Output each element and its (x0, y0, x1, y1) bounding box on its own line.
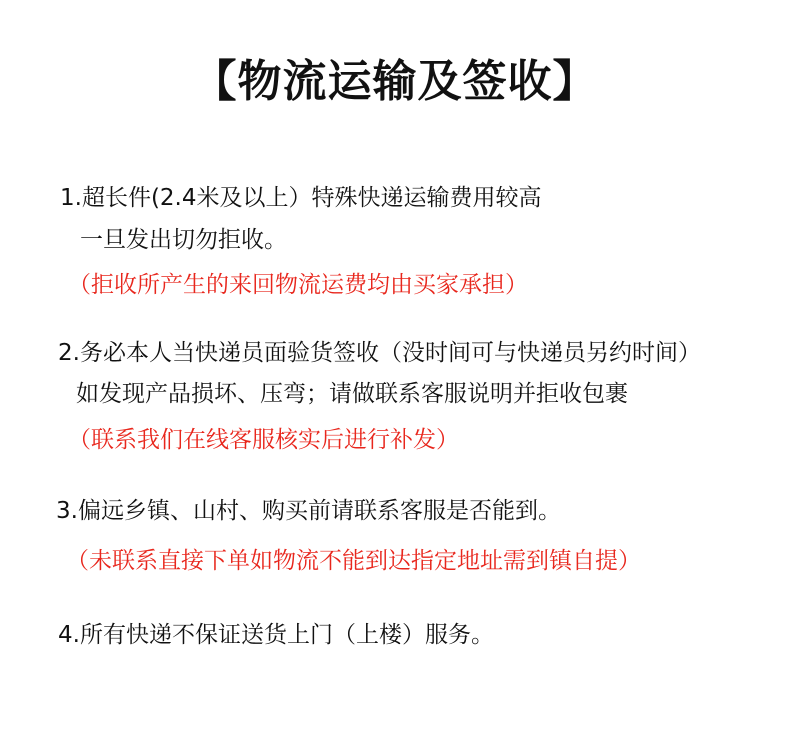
page-title: 【物流运输及签收】 (192, 56, 598, 107)
item-2-note: （联系我们在线客服核实后进行补发） (68, 427, 459, 453)
item-2-line-1: 2.务必本人当快递员面验货签收（没时间可与快递员另约时间） (58, 340, 701, 366)
item-3-note: （未联系直接下单如物流不能到达指定地址需到镇自提） (66, 548, 641, 574)
item-3-line-1: 3.偏远乡镇、山村、购买前请联系客服是否能到。 (56, 498, 561, 524)
item-4-line-1: 4.所有快递不保证送货上门（上楼）服务。 (58, 622, 494, 648)
item-1-note: （拒收所产生的来回物流运费均由买家承担） (68, 272, 528, 298)
item-1-line-2: 一旦发出切勿拒收。 (80, 227, 287, 253)
item-2-line-2: 如发现产品损坏、压弯；请做联系客服说明并拒收包裹 (76, 381, 628, 407)
item-1-line-1: 1.超长件(2.4米及以上）特殊快递运输费用较高 (60, 185, 542, 211)
